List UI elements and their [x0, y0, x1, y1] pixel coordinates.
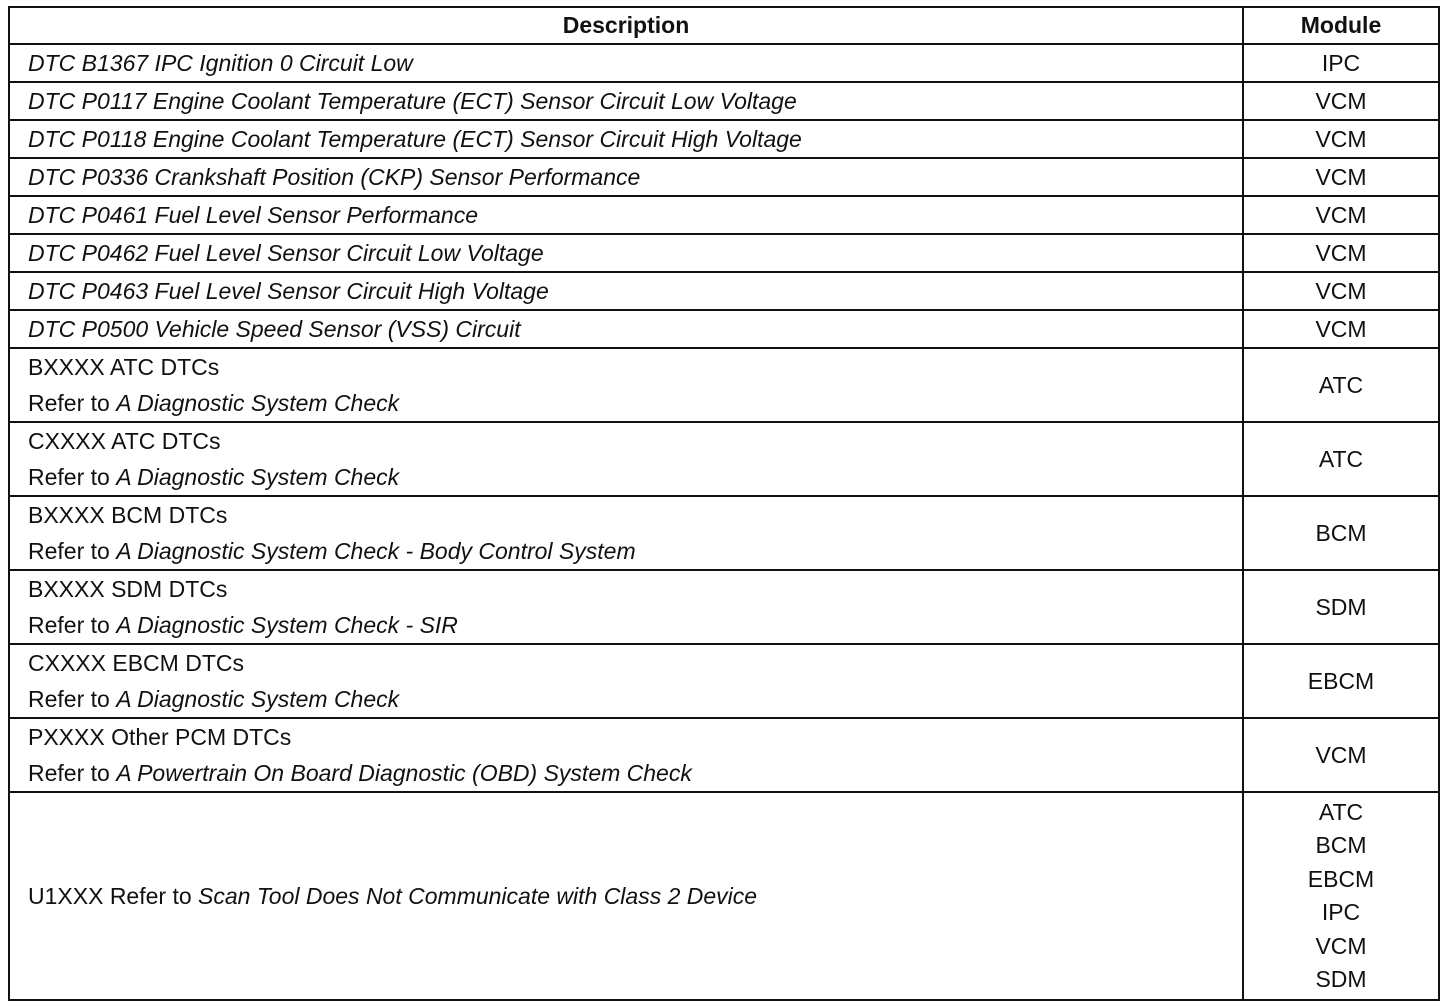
refer-prefix: Refer to	[28, 760, 117, 786]
table-row	[9, 496, 1439, 570]
refer-prefix: Refer to	[28, 538, 117, 564]
dtc-description: DTC B1367 IPC Ignition 0 Circuit Low	[9, 44, 1243, 82]
description-column-header: Description	[9, 7, 1243, 44]
procedure-link[interactable]: A Diagnostic System Check - SIR	[116, 612, 458, 638]
module-list-cell	[1243, 792, 1439, 1000]
table-row	[9, 644, 1439, 718]
table-row	[9, 82, 1439, 120]
table-row	[9, 234, 1439, 272]
module-cell: VCM	[1243, 82, 1439, 120]
module-cell: EBCM	[1243, 644, 1439, 718]
refer-prefix: Refer to	[28, 390, 117, 416]
module-list-item: VCM	[1315, 932, 1367, 959]
dtc-group-title: CXXXX ATC DTCs	[28, 428, 221, 454]
table-row	[9, 422, 1439, 496]
dtc-group-description	[9, 644, 1243, 718]
table-row	[9, 718, 1439, 792]
refer-line	[28, 385, 1242, 421]
module-list-item: BCM	[1315, 832, 1367, 858]
table-row	[9, 196, 1439, 234]
module-cell: SDM	[1243, 570, 1439, 644]
dtc-group-title: BXXXX SDM DTCs	[28, 576, 228, 602]
dtc-group-title: BXXXX BCM DTCs	[28, 502, 228, 528]
refer-line	[28, 533, 1242, 569]
dtc-description: DTC P0336 Crankshaft Position (CKP) Sensor Performance	[9, 158, 1243, 196]
module-list-item: SDM	[1315, 966, 1367, 992]
module-cell: VCM	[1243, 718, 1439, 792]
dtc-description: DTC P0463 Fuel Level Sensor Circuit High Voltage	[9, 272, 1243, 310]
dtc-group-description	[9, 422, 1243, 496]
procedure-link[interactable]: A Diagnostic System Check - Body Control System	[116, 538, 636, 564]
dtc-description: DTC P0461 Fuel Level Sensor Performance	[9, 196, 1243, 234]
module-cell: VCM	[1243, 310, 1439, 348]
table-row	[9, 120, 1439, 158]
dtc-group-title: PXXXX Other PCM DTCs	[28, 724, 292, 750]
dtc-group-description	[9, 496, 1243, 570]
procedure-link[interactable]: Scan Tool Does Not Communicate with Class 2 Device	[198, 882, 758, 909]
dtc-group-description	[9, 348, 1243, 422]
dtc-description: DTC P0462 Fuel Level Sensor Circuit Low Voltage	[9, 234, 1243, 272]
module-cell: VCM	[1243, 120, 1439, 158]
module-list-item: IPC	[1321, 899, 1361, 925]
dtc-group-title: CXXXX EBCM DTCs	[28, 650, 244, 676]
refer-line	[28, 607, 1242, 643]
refer-line	[28, 755, 1242, 791]
dtc-group-title: BXXXX ATC DTCs	[28, 354, 220, 380]
u1xxx-description	[9, 792, 1243, 1000]
module-cell: ATC	[1243, 348, 1439, 422]
table-header-row	[9, 7, 1439, 44]
module-cell: VCM	[1243, 272, 1439, 310]
procedure-link[interactable]: A Diagnostic System Check	[116, 390, 400, 416]
module-list-item: EBCM	[1307, 865, 1375, 892]
module-list-item: ATC	[1318, 798, 1364, 825]
module-cell: VCM	[1243, 196, 1439, 234]
table-row	[9, 310, 1439, 348]
refer-line	[28, 459, 1242, 495]
refer-line	[28, 681, 1242, 717]
dtc-group-description	[9, 718, 1243, 792]
dtc-description: DTC P0118 Engine Coolant Temperature (ECT) Sensor Circuit High Voltage	[9, 120, 1243, 158]
module-column-header: Module	[1243, 7, 1439, 44]
module-cell: VCM	[1243, 234, 1439, 272]
table-row	[9, 44, 1439, 82]
table-row	[9, 348, 1439, 422]
table-row	[9, 158, 1439, 196]
procedure-link[interactable]: A Diagnostic System Check	[116, 464, 400, 490]
refer-prefix: Refer to	[28, 612, 117, 638]
u1xxx-prefix: U1XXX Refer to	[28, 882, 199, 909]
table-row	[9, 792, 1439, 1000]
procedure-link[interactable]: A Powertrain On Board Diagnostic (OBD) System Check	[116, 760, 692, 786]
dtc-description: DTC P0117 Engine Coolant Temperature (ECT) Sensor Circuit Low Voltage	[9, 82, 1243, 120]
dtc-group-description	[9, 570, 1243, 644]
table-row	[9, 272, 1439, 310]
table-row	[9, 570, 1439, 644]
procedure-link[interactable]: A Diagnostic System Check	[116, 686, 400, 712]
module-cell: ATC	[1243, 422, 1439, 496]
module-cell: BCM	[1243, 496, 1439, 570]
refer-prefix: Refer to	[28, 464, 117, 490]
module-cell: VCM	[1243, 158, 1439, 196]
refer-prefix: Refer to	[28, 686, 117, 712]
module-cell: IPC	[1243, 44, 1439, 82]
dtc-description: DTC P0500 Vehicle Speed Sensor (VSS) Circuit	[9, 310, 1243, 348]
dtc-module-table	[8, 6, 1440, 1001]
